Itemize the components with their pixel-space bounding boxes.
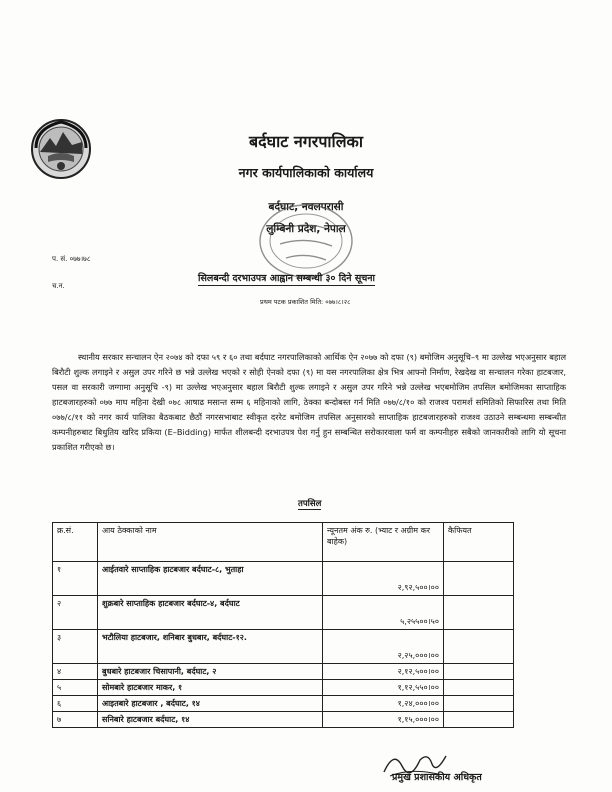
schedule-table [52, 522, 514, 728]
cell-name: आईतवारे साप्ताहिक हाटबजार बर्दघाट-८, भुताहा [98, 562, 323, 596]
cell-sn: ४ [53, 664, 98, 680]
table-row [53, 696, 514, 712]
publish-date: प्रथम पटक प्रकाशित मिति: ०७७।८।२८ [260, 298, 351, 306]
signatory-title: प्रमुख प्रशासकीय अधिकृत [392, 772, 482, 783]
dispatch-number: च.न. [52, 282, 65, 290]
cell-amount: १,१५,०००।०० [323, 712, 444, 728]
column-header-sn: क्र.सं. [53, 523, 98, 562]
table-row [53, 630, 514, 664]
cell-sn: ३ [53, 630, 98, 664]
notice-body: स्थानीय सरकार सन्चालन ऐन २०७४ को दफा ५९ र ६० तथा बर्दघाट नगरपालिकाको आर्थिक ऐन २०७७ को दफा (९) बमोजिम अनुसूचि–९ मा उल्लेख भएअनुसार बहाल बिरौटी शुल्क लगाइने र असुल उपर गरिने छ भन्ने उल्लेख भएको र सोही ऐनको दफा (९) मा यस नगरपालिका क्षेत्र भित्र आफ्नो निर्माण, रेखदेख वा सन्चालन गरेका हाटबजार, पसल वा सरकारी जग्गामा अनुसूचि -९) मा उल्लेख भएअनुसार बहाल बिरौटी शुल्क लगाइने र असुल उपर गरिने भन्ने उल्लेख भएबमोजिम तपसिल बमोजिमका साप्ताहिक हाटबजारहरुको ०७७ माघ महिना देखी ०७८ आषाढ मसान्त सम्म ६ महिनाको लागि, ठेक्का बन्दोबस्त गर्न मिति ०७७/८/१० को राजश्व परामर्श समितिको सिफारिस तथा मिति ०७७/८/११ को नगर कार्य पालिका बैठकबाट छैठौं नगरसभाबाट स्वीकृत दररेट बमोजिम तपसिल अनुसारको साप्ताहिक हाटबजारहरुको राजश्व उठाउने सम्बन्धमा सम्बन्धीत कम्पनीहरुबाट बिधुतिय खरिद प्रकिया (E–Bidding) मार्फत शीलबन्दी दरभाउपत्र पेश गर्नु हुन सम्बन्धित सरोकारवाला फर्म वा कम्पनीहरु सबैको जानकारीको लागि यो सूचना प्रकाशित गरीएको छ। [52, 352, 566, 452]
column-header-remarks: कैफियत [444, 523, 514, 562]
office-name: नगर कार्यपालिकाको कार्यालय [238, 165, 374, 180]
cell-remarks [444, 596, 514, 630]
table-row [53, 680, 514, 696]
cell-name: सनिबारे हाटबजार बर्दघाट, १४ [98, 712, 323, 728]
office-province: लुम्बिनी प्रदेश, नेपाल [266, 223, 346, 235]
cell-name: शुक्रबारे साप्ताहिक हाटबजार बर्दघाट-४, बर्दघाट [98, 596, 323, 630]
cell-amount: १,२४,०००।०० [323, 696, 444, 712]
cell-amount: ५,२५५००।५० [323, 596, 444, 630]
letter-number: प. सं. ०७७।७८ [52, 255, 91, 263]
municipality-name: बर्दघाट नगरपालिका [249, 132, 363, 151]
cell-sn: २ [53, 596, 98, 630]
cell-remarks [444, 712, 514, 728]
cell-remarks [444, 696, 514, 712]
cell-sn: ७ [53, 712, 98, 728]
cell-amount: २,९२,५००।०० [323, 562, 444, 596]
cell-sn: ६ [53, 696, 98, 712]
office-stamp-icon [252, 200, 360, 282]
table-row [53, 596, 514, 630]
schedule-heading: तपसिल [298, 499, 322, 509]
cell-amount: १,१२,५५०।०० [323, 680, 444, 696]
cell-sn: १ [53, 562, 98, 596]
cell-remarks [444, 664, 514, 680]
table-row [53, 562, 514, 596]
table-header-row [53, 523, 514, 562]
cell-name: आइतबारे हाटबजार , बर्दघाट, १४ [98, 696, 323, 712]
cell-remarks [444, 680, 514, 696]
cell-amount: २,२५,०००।०० [323, 630, 444, 664]
cell-name: सोमबारे हाटबजार माकर, १ [98, 680, 323, 696]
cell-sn: ५ [53, 680, 98, 696]
table-row [53, 664, 514, 680]
cell-amount: २,१२,५००।०० [323, 664, 444, 680]
cell-name: भटौलिया हाटबजार, शनिबार बुधबार, बर्दघाट-१२. [98, 630, 323, 664]
cell-name: बुधबारे हाटबजार चिसापानी, बर्दघाट, २ [98, 664, 323, 680]
column-header-name: आय ठेक्काको नाम [98, 523, 323, 562]
column-header-amount: न्यूनतम अंक रु. (भ्याट र अग्रीम कर बाहेक) [323, 523, 444, 562]
notice-subject: सिलबन्दी दरभाउपत्र आह्वान सम्बन्धी ३० दिने सूचना [198, 273, 376, 284]
cell-remarks [444, 562, 514, 596]
office-address: बर्दघाट, नवलपरासी [268, 201, 344, 213]
cell-remarks [444, 630, 514, 664]
table-row [53, 712, 514, 728]
